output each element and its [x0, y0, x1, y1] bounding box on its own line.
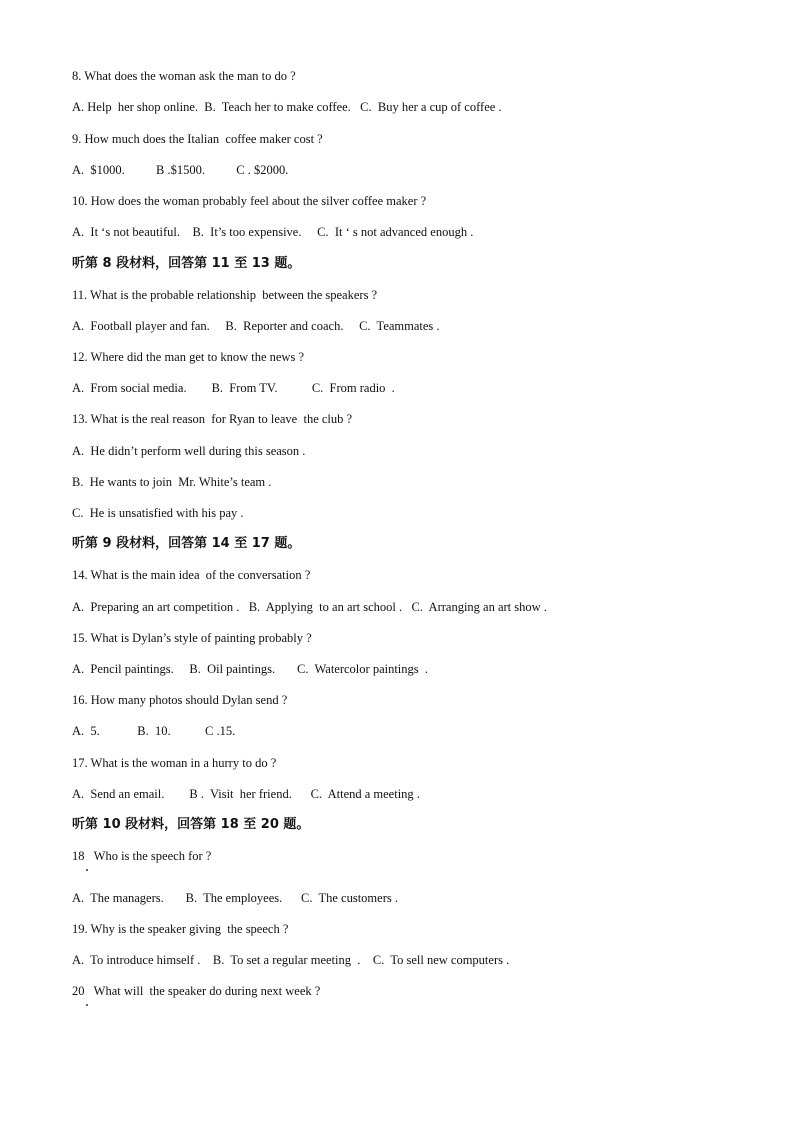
options-12: A. From social media. B. From TV. C. From radio . — [72, 381, 395, 395]
options-9: A. $1000. B .$1500. C . $2000. — [72, 163, 289, 177]
options-11: A. Football player and fan. B. Reporter and coach. C. Teammates . — [72, 319, 440, 333]
question-17: 17. What is the woman in a hurry to do ? — [72, 756, 277, 770]
options-18: A. The managers. B. The employees. C. The customers . — [72, 891, 398, 905]
question-19: 19. Why is the speaker giving the speech ? — [72, 922, 289, 936]
question-8: 8. What does the woman ask the man to do ? — [72, 69, 296, 83]
option-13a: A. He didn’t perform well during this season . — [72, 444, 306, 458]
options-14: A. Preparing an art competition . B. Applying to an art school . C. Arranging an art show . — [72, 600, 547, 614]
question-16: 16. How many photos should Dylan send ? — [72, 693, 288, 707]
options-19: A. To introduce himself . B. To set a regular meeting . C. To sell new computers . — [72, 953, 510, 967]
question-9: 9. How much does the Italian coffee maker cost ? — [72, 132, 323, 146]
question-18: 18 Who is the speech for ? — [72, 849, 212, 863]
options-17: A. Send an email. B . Visit her friend. C. Attend a meeting . — [72, 787, 420, 801]
section-heading-10: 听第 10 段材料，回答第 18 至 20 题。 — [72, 817, 310, 832]
section-heading-9: 听第 9 段材料，回答第 14 至 17 题。 — [72, 536, 301, 551]
question-15: 15. What is Dylan’s style of painting probably ? — [72, 631, 312, 645]
question-12: 12. Where did the man get to know the news ? — [72, 350, 305, 364]
question-13: 13. What is the real reason for Ryan to leave the club ? — [72, 412, 353, 426]
options-10: A. It ‘s not beautiful. B. It’s too expensive. C. It ‘ s not advanced enough . — [72, 225, 474, 239]
options-15: A. Pencil paintings. B. Oil paintings. C. Watercolor paintings . — [72, 662, 429, 676]
question-10: 10. How does the woman probably feel about the silver coffee maker ? — [72, 194, 427, 208]
question-11: 11. What is the probable relationship between the speakers ? — [72, 288, 378, 302]
punctuation-mark — [86, 1004, 88, 1006]
options-16: A. 5. B. 10. C .15. — [72, 724, 236, 738]
section-heading-8: 听第 8 段材料，回答第 11 至 13 题。 — [72, 256, 301, 271]
question-14: 14. What is the main idea of the conversation ? — [72, 568, 311, 582]
question-20: 20 What will the speaker do during next week ? — [72, 984, 321, 998]
options-8: A. Help her shop online. B. Teach her to make coffee. C. Buy her a cup of coffee . — [72, 100, 502, 114]
option-13c: C. He is unsatisfied with his pay . — [72, 506, 244, 520]
option-13b: B. He wants to join Mr. White’s team . — [72, 475, 272, 489]
punctuation-mark — [86, 869, 88, 871]
